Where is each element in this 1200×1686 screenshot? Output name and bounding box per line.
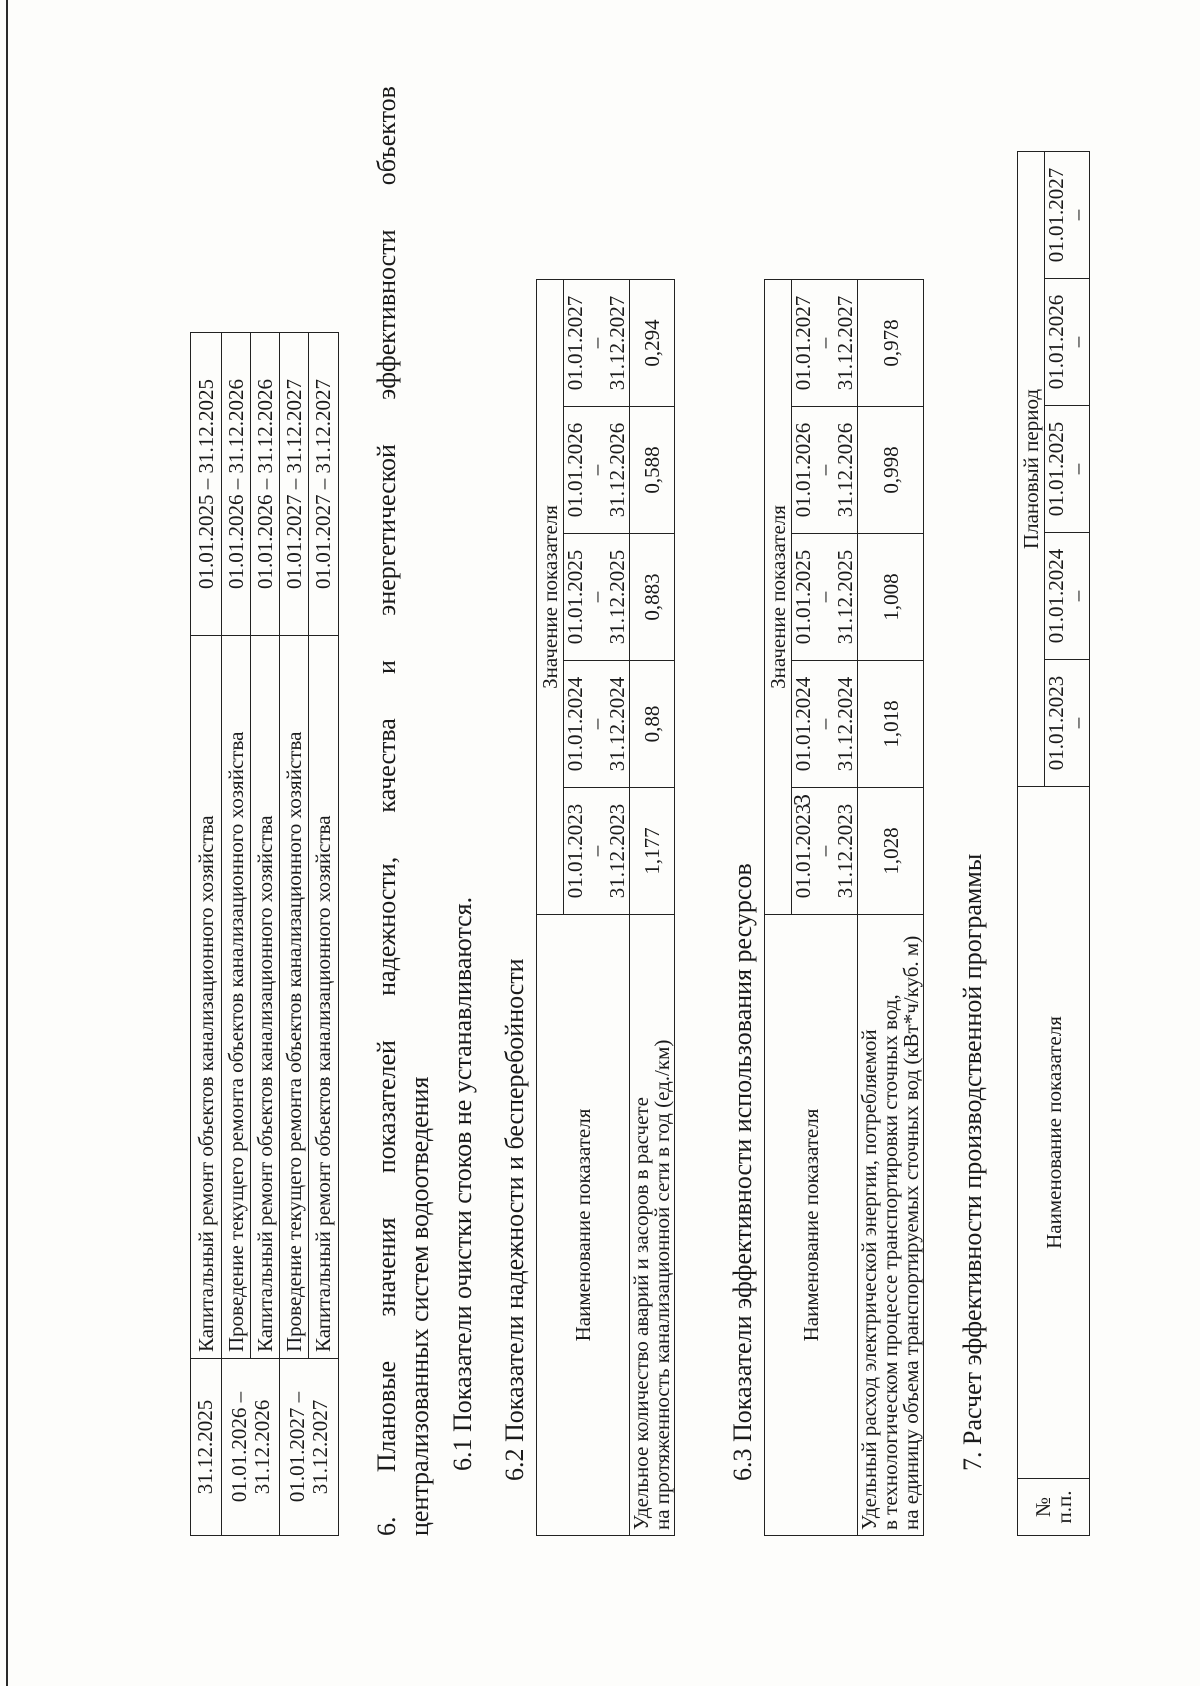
indicator-value: 1,018 [858,661,924,788]
period-header: 01.01.2027 – 31.12.2027 [564,280,630,407]
section-7-title: 7. Расчет эффективности производственной программы [958,853,987,1471]
period-header: 01.01.2026 – 31.12.2026 [792,407,858,534]
heading-word: 6. [372,1516,401,1536]
period-header: 01.01.2024 – [1045,533,1090,660]
activity-cell: Капитальный ремонт объектов канализационного хозяйства [309,636,338,1359]
indicator-value: 1,177 [630,788,675,915]
dates-cell: 01.01.2027 – 31.12.2027 [280,333,309,636]
table-row [858,280,924,1536]
activity-cell: Проведение текущего ремонта объектов канализационного хозяйства [280,636,309,1359]
period-header: 01.01.2026 – 31.12.2026 [564,407,630,534]
period-header: 01.01.2024 – 31.12.2024 [792,661,858,788]
program-efficiency-table [1017,151,1090,1536]
period-header: 01.01.2023 – 31.12.2023 [564,788,630,915]
heading-word: показателей [372,1040,401,1174]
section-6-heading [372,86,435,1536]
indicator-value: 1,028 [858,788,924,915]
period-cell: 01.01.2026 – 31.12.2026 [222,1359,280,1536]
period-header: 01.01.2024 – 31.12.2024 [564,661,630,788]
heading-word: Плановые [372,1360,401,1473]
column-header-value: Значение показателя [765,280,792,915]
table-row [251,333,280,1536]
table-header-row [765,280,792,1536]
heading-word: качества [372,718,401,813]
dates-cell: 01.01.2027 – 31.12.2027 [309,333,338,636]
period-header: 01.01.2027 – 31.12.2027 [792,280,858,407]
column-header-number: № п.п. [1018,1479,1090,1536]
indicator-value: 0,998 [858,407,924,534]
table-row [309,333,338,1536]
heading-word: объектов [372,86,401,186]
activity-cell: Проведение текущего ремонта объектов канализационного хозяйства [222,636,251,1359]
section-6-3-title: 6.3 Показатели эффективности использования ресурсов [728,863,757,1481]
period-cell: 01.01.2027 – 31.12.2027 [280,1359,338,1536]
section-6-1-text: 6.1 Показатели очистки стоков не устанавливаются. [448,896,477,1471]
period-header: 01.01.2027 – [1045,152,1090,279]
section-6-heading-line-2: централизованных систем водоотведения [404,1076,434,1536]
schedule-table [190,332,339,1536]
page-number: 3 [790,794,816,806]
column-header-name: Наименование показателя [537,915,630,1536]
period-cell: 31.12.2025 [191,1359,222,1536]
reliability-table [536,279,675,1536]
dates-cell: 01.01.2025 – 31.12.2025 [191,333,222,636]
resource-efficiency-table [764,279,924,1536]
column-header-value: Значение показателя [537,280,564,915]
heading-word: значения [372,1217,401,1317]
table-row [280,333,309,1536]
section-6-2-title: 6.2 Показатели надежности и бесперебойности [500,958,529,1481]
period-header: 01.01.2025 – [1045,406,1090,533]
table-header-row [1018,152,1045,1536]
heading-word: и [372,660,401,674]
section-6-heading-line-1 [372,86,403,1536]
indicator-value: 1,008 [858,534,924,661]
table-row [191,333,222,1536]
indicator-value: 0,978 [858,280,924,407]
activity-cell: Капитальный ремонт объектов канализационного хозяйства [191,636,222,1359]
period-header: 01.01.2023 – 31.12.2023 [792,788,858,915]
period-header: 01.01.2025 – 31.12.2025 [564,534,630,661]
period-header: 01.01.2026 – [1045,279,1090,406]
indicator-value: 0,88 [630,661,675,788]
column-header-name: Наименование показателя [1018,787,1090,1479]
heading-word: эффективности [372,229,401,400]
table-row [222,333,251,1536]
indicator-name: Удельный расход электрической энергии, потребляемой в технологическом процессе транспортировки сточных вод, на единицу объема транспортируемых сточных вод (кВт*ч/куб. м) [858,915,924,1536]
column-header-period: Плановый период [1018,152,1045,787]
indicator-name: Удельное количество аварий и засоров в расчете на протяженность канализационной сети в год (ед./км) [630,915,675,1536]
table-header-row [537,280,564,1536]
column-header-name: Наименование показателя [765,915,858,1536]
period-header: 01.01.2025 – 31.12.2025 [792,534,858,661]
heading-word: надежности, [372,856,401,996]
table-row [630,280,675,1536]
dates-cell: 01.01.2026 – 31.12.2026 [222,333,251,636]
period-header: 01.01.2023 – [1045,660,1090,787]
indicator-value: 0,588 [630,407,675,534]
heading-word: энергетической [372,444,401,616]
dates-cell: 01.01.2026 – 31.12.2026 [251,333,280,636]
activity-cell: Капитальный ремонт объектов канализационного хозяйства [251,636,280,1359]
indicator-value: 0,294 [630,280,675,407]
indicator-value: 0,883 [630,534,675,661]
